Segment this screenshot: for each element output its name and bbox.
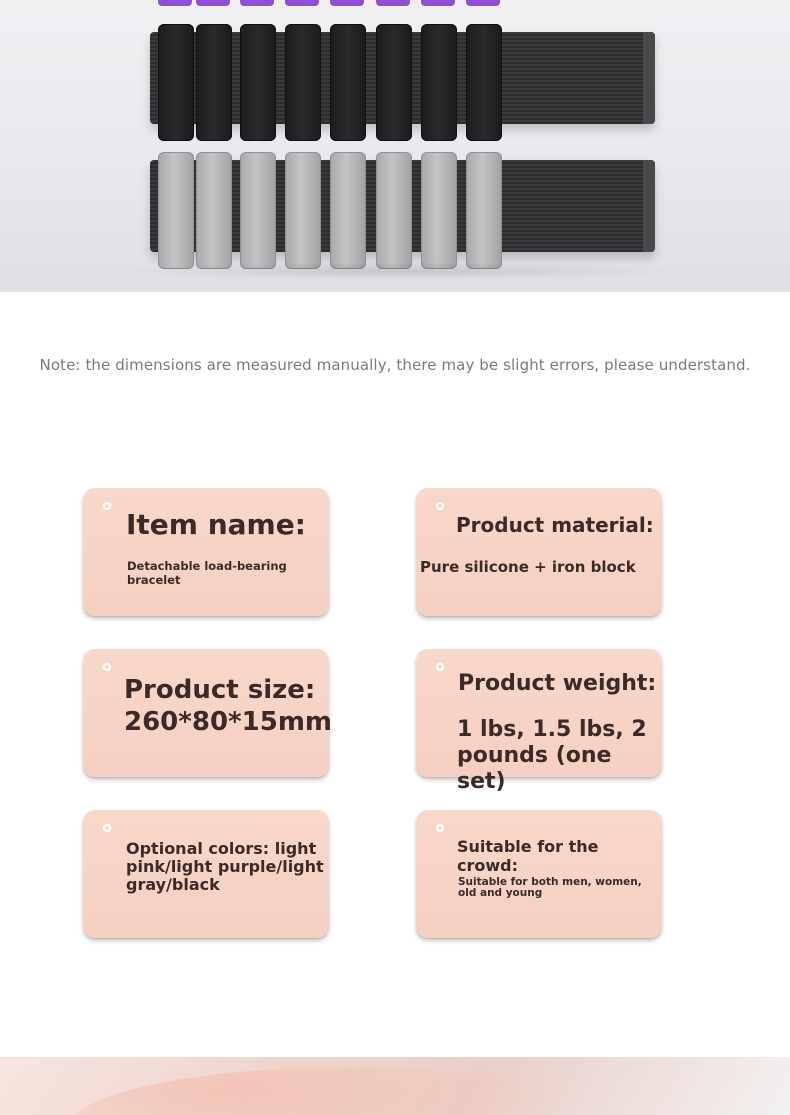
purple-bracelet-edge bbox=[0, 0, 790, 6]
product-weight-card bbox=[416, 649, 662, 794]
gray-weight-block bbox=[285, 152, 321, 269]
black-bracelet bbox=[150, 32, 655, 124]
black-weight-block bbox=[158, 24, 194, 141]
black-weight-block bbox=[466, 24, 502, 141]
card-text: Suitable for both men, women, old and young bbox=[458, 876, 642, 899]
purple-weight-block bbox=[158, 0, 192, 6]
purple-weight-block bbox=[466, 0, 500, 6]
measurement-note: Note: the dimensions are measured manually, there may be slight errors, please understand. bbox=[39, 356, 751, 374]
gray-weight-block bbox=[158, 152, 194, 269]
gray-weight-block bbox=[376, 152, 412, 269]
black-weight-block bbox=[376, 24, 412, 141]
gray-weight-block bbox=[240, 152, 276, 269]
suitable-crowd-card bbox=[416, 810, 662, 938]
gray-bracelet bbox=[150, 160, 655, 252]
card-title: Suitable for the crowd: bbox=[457, 837, 599, 875]
card-text: 1 lbs, 1.5 lbs, 2 pounds (one set) bbox=[457, 717, 647, 794]
black-weight-block bbox=[330, 24, 366, 141]
black-weight-block bbox=[285, 24, 321, 141]
product-size-card bbox=[83, 649, 333, 777]
gray-weight-block bbox=[466, 152, 502, 269]
purple-weight-block bbox=[421, 0, 455, 6]
card-title: Product material: bbox=[456, 513, 654, 537]
band-end bbox=[643, 32, 655, 124]
floor-shadow bbox=[120, 262, 680, 280]
purple-weight-block bbox=[376, 0, 410, 6]
card-title: Item name: bbox=[126, 508, 306, 541]
black-weight-block bbox=[196, 24, 232, 141]
decorative-swirl bbox=[70, 1067, 630, 1115]
purple-weight-block bbox=[196, 0, 230, 6]
gray-weight-block bbox=[421, 152, 457, 269]
gray-weight-block bbox=[196, 152, 232, 269]
card-title: Product weight: bbox=[458, 671, 657, 696]
item-name-card bbox=[83, 488, 329, 616]
card-text: Detachable load-bearing bracelet bbox=[127, 559, 287, 587]
purple-weight-block bbox=[330, 0, 364, 6]
card-text: Pure silicone + iron block bbox=[420, 558, 636, 576]
product-material-card bbox=[416, 488, 662, 616]
card-title: Product size: 260*80*15mm bbox=[124, 675, 333, 737]
purple-weight-block bbox=[240, 0, 274, 6]
product-photo bbox=[0, 0, 790, 292]
card-title: Optional colors: light pink/light purple/light gray/black bbox=[126, 839, 324, 894]
bottom-decoration bbox=[0, 1057, 790, 1115]
black-weight-block bbox=[421, 24, 457, 141]
purple-weight-block bbox=[285, 0, 319, 6]
black-weight-block bbox=[240, 24, 276, 141]
gray-weight-block bbox=[330, 152, 366, 269]
band-end bbox=[643, 160, 655, 252]
optional-colors-card bbox=[83, 810, 329, 938]
